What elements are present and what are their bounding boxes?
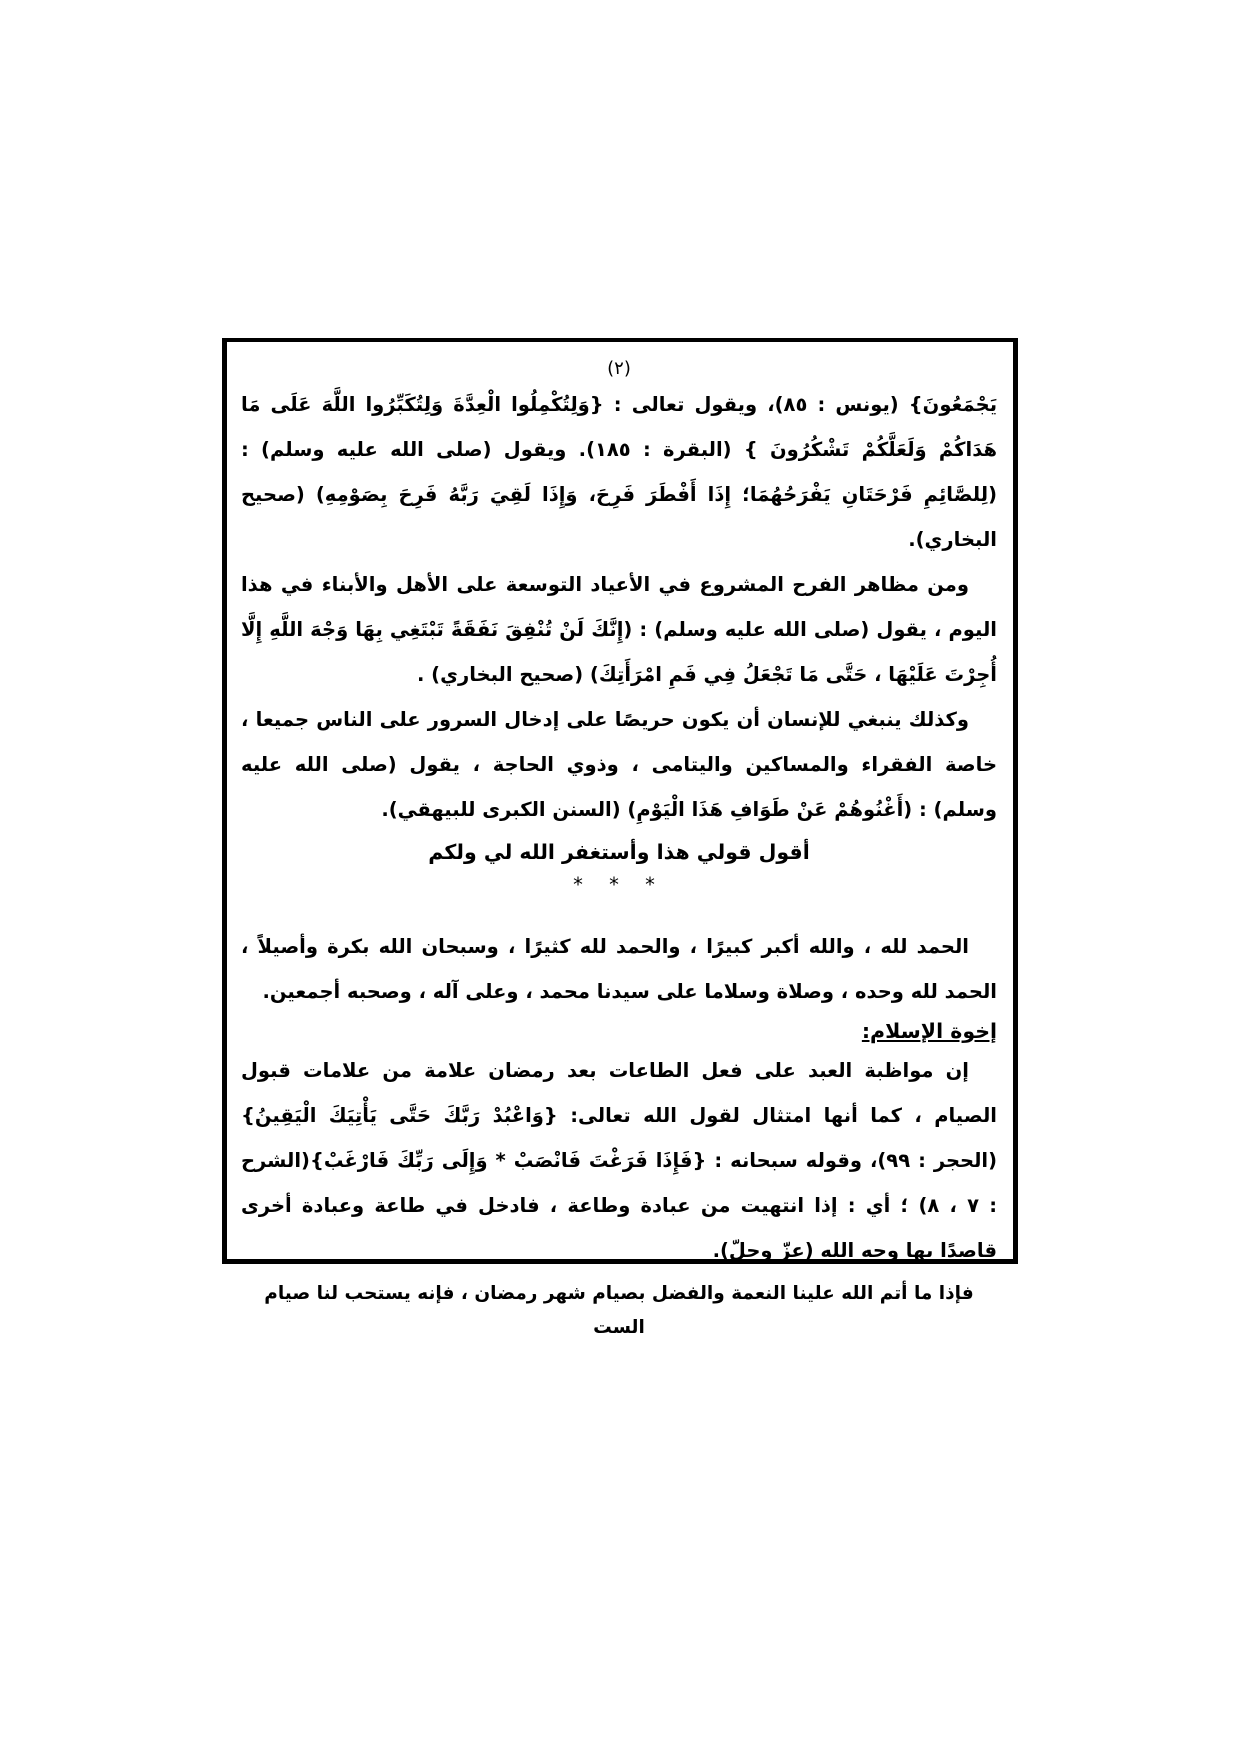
page-number: (٢) xyxy=(607,358,631,379)
section-heading: إخوة الإسلام: xyxy=(861,1019,997,1043)
paragraph-3: وكذلك ينبغي للإنسان أن يكون حريصًا على إدخال السرور على الناس جميعا ، خاصة الفقراء والمساكين واليتامى ، وذوي الحاجة ، يقول (صلى الله عليه وسلم) : (أَغْنُوهُمْ عَنْ طَوَافِ هَذَا الْيَوْمِ) (السنن الكبرى للبيهقي). xyxy=(241,708,997,821)
paragraph-5: إن مواظبة العبد على فعل الطاعات بعد رمضان علامة من علامات قبول الصيام ، كما أنها امتثال لقول الله تعالى: {وَاعْبُدْ رَبَّكَ حَتَّى يَأْتِيَكَ الْيَقِينُ} (الحجر : ٩٩)، وقوله سبحانه : {فَإِذَا فَرَغْتَ فَانْصَبْ * وَإِلَى رَبِّكَ فَارْغَبْ}(الشرح : ٧ ، ٨) ؛ أي : إذا انتهيت من عبادة وطاعة ، فادخل في طاعة وعبادة أخرى قاصدًا بها وجه الله (عزّ وجلّ). xyxy=(241,1059,997,1262)
page-border-frame xyxy=(222,338,1018,1338)
page-content xyxy=(241,356,997,1345)
paragraph-4: الحمد لله ، والله أكبر كبيرًا ، والحمد لله كثيرًا ، وسبحان الله بكرة وأصيلاً ، الحمد لله وحده ، وصلاة وسلاما على سيدنا محمد ، وعلى آله ، وصحبه أجمعين. xyxy=(241,935,997,1003)
paragraph-2: ومن مظاهر الفرح المشروع في الأعياد التوسعة على الأهل والأبناء في هذا اليوم ، يقول (صلى الله عليه وسلم) : (إِنَّكَ لَنْ تُنْفِقَ نَفَقَةً تَبْتَغِي بِهَا وَجْهَ اللَّهِ إِلَّا أُجِرْتَ عَلَيْهَا ، حَتَّى مَا تَجْعَلُ فِي فَمِ امْرَأَتِكَ) (صحيح البخاري) . xyxy=(241,573,997,686)
section-divider-stars: * * * xyxy=(573,873,665,896)
closing-line: أقول قولي هذا وأستغفر الله لي ولكم xyxy=(428,840,810,864)
paragraph-1: يَجْمَعُونَ} (يونس : ٨٥)، ويقول تعالى : {وَلِتُكْمِلُوا الْعِدَّةَ وَلِتُكَبِّرُوا اللَّهَ عَلَى مَا هَدَاكُمْ وَلَعَلَّكُمْ تَشْكُرُونَ } (البقرة : ١٨٥). ويقول (صلى الله عليه وسلم) : (لِلصَّائِمِ فَرْحَتَانِ يَفْرَحُهُمَا؛ إِذَا أَفْطَرَ فَرِحَ، وَإِذَا لَقِيَ رَبَّهُ فَرِحَ بِصَوْمِهِ) (صحيح البخاري). xyxy=(241,393,998,551)
paragraph-6: فإذا ما أتم الله علينا النعمة والفضل بصيام شهر رمضان ، فإنه يستحب لنا صيام الست xyxy=(264,1283,974,1338)
